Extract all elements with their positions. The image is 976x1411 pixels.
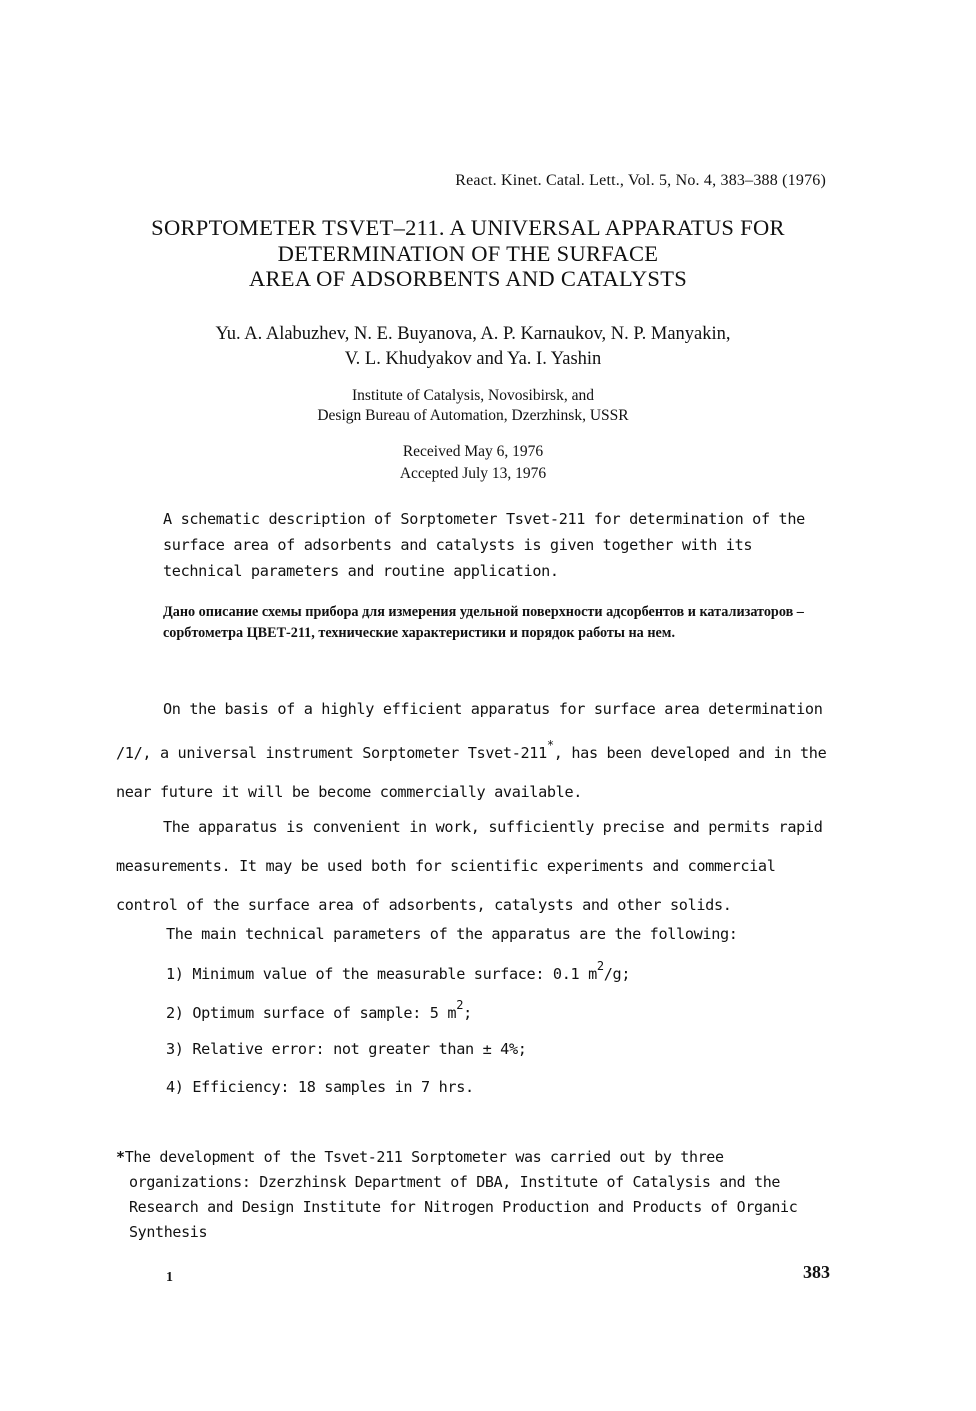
footnote-reference-mark: * [546, 738, 554, 752]
affiliation-line-1: Institute of Catalysis, Novosibirsk, and [352, 387, 594, 404]
authors-line-2: V. L. Khudyakov and Ya. I. Yashin [344, 349, 602, 369]
accepted-date: Accepted July 13, 1976 [399, 465, 547, 482]
title-line-1: SORPTOMETER TSVET–211. A UNIVERSAL APPARATUS FOR [151, 215, 785, 240]
title-line-2: DETERMINATION OF THE SURFACE [277, 240, 659, 266]
article-title [100, 215, 836, 292]
para1-text-a: On the basis of a highly efficient apparatus for surface area determination /1/, a universal instrument Sorptometer Tsvet-211 [116, 700, 823, 763]
submission-dates [100, 441, 846, 485]
param1-superscript: 2 [596, 959, 604, 973]
abstract-english: A schematic description of Sorptometer Tsvet-211 for determination of the surface area of adsorbents and catalysts is given together with its technical parameters and routine application. [163, 510, 805, 580]
param1-label: 1) Minimum value of the measurable surface: 0.1 m [166, 965, 597, 984]
affiliation-line-2: Design Bureau of Automation, Dzerzhinsk, USSR [317, 407, 629, 424]
param2-tail: ; [463, 1004, 472, 1023]
sheet-number: 1 [166, 1270, 173, 1285]
footnote-text: The development of the Tsvet-211 Sorptometer was carried out by three organizations: Dzerzhinsk Department of DBA, Institute of Catalysis and the Research and Design Institute for Nitrogen Production and Products of Organic Synthesis [124, 1148, 798, 1241]
param1-tail: /g; [603, 965, 631, 984]
parameter-item-1 [166, 959, 631, 984]
parameter-item-4: 4) Efficiency: 18 samples in 7 hrs. [166, 1078, 474, 1096]
para1-text-b: , has been developed and in the near future it will be become commercially available. [116, 744, 827, 802]
footnote [116, 1145, 836, 1245]
author-list [100, 322, 846, 372]
param2-label: 2) Optimum surface of sample: 5 m [166, 1004, 457, 1023]
parameters-intro: The main technical parameters of the apparatus are the following: [166, 925, 738, 943]
parameter-item-2 [166, 998, 472, 1023]
journal-citation: React. Kinet. Catal. Lett., Vol. 5, No. 4, 383–388 (1976) [455, 172, 826, 189]
title-line-3: AREA OF ADSORBENTS AND CATALYSTS [248, 266, 688, 291]
body-paragraph-1 [116, 690, 838, 812]
param2-superscript: 2 [456, 998, 464, 1012]
affiliation [100, 386, 846, 426]
authors-line-1: Yu. A. Alabuzhev, N. E. Buyanova, A. P. Karnaukov, N. P. Manyakin, [215, 324, 731, 344]
body-paragraph-2: The apparatus is convenient in work, sufficiently precise and permits rapid measurements. It may be used both for scientific experiments and commercial control of the surface area of adsorbents, catalysts and other solids. [116, 818, 823, 914]
footnote-mark: * [116, 1148, 125, 1166]
page-number: 383 [803, 1262, 830, 1282]
footnote-body [116, 1145, 836, 1245]
received-date: Received May 6, 1976 [402, 443, 544, 460]
parameter-item-3: 3) Relative error: not greater than ± 4%; [166, 1040, 527, 1058]
abstract-russian: Дано описание схемы прибора для измерения удельной поверхности адсорбентов и катализаторов – сорбтометра ЦВЕТ-211, технические характеристики и порядок работы на нем. [163, 604, 804, 641]
